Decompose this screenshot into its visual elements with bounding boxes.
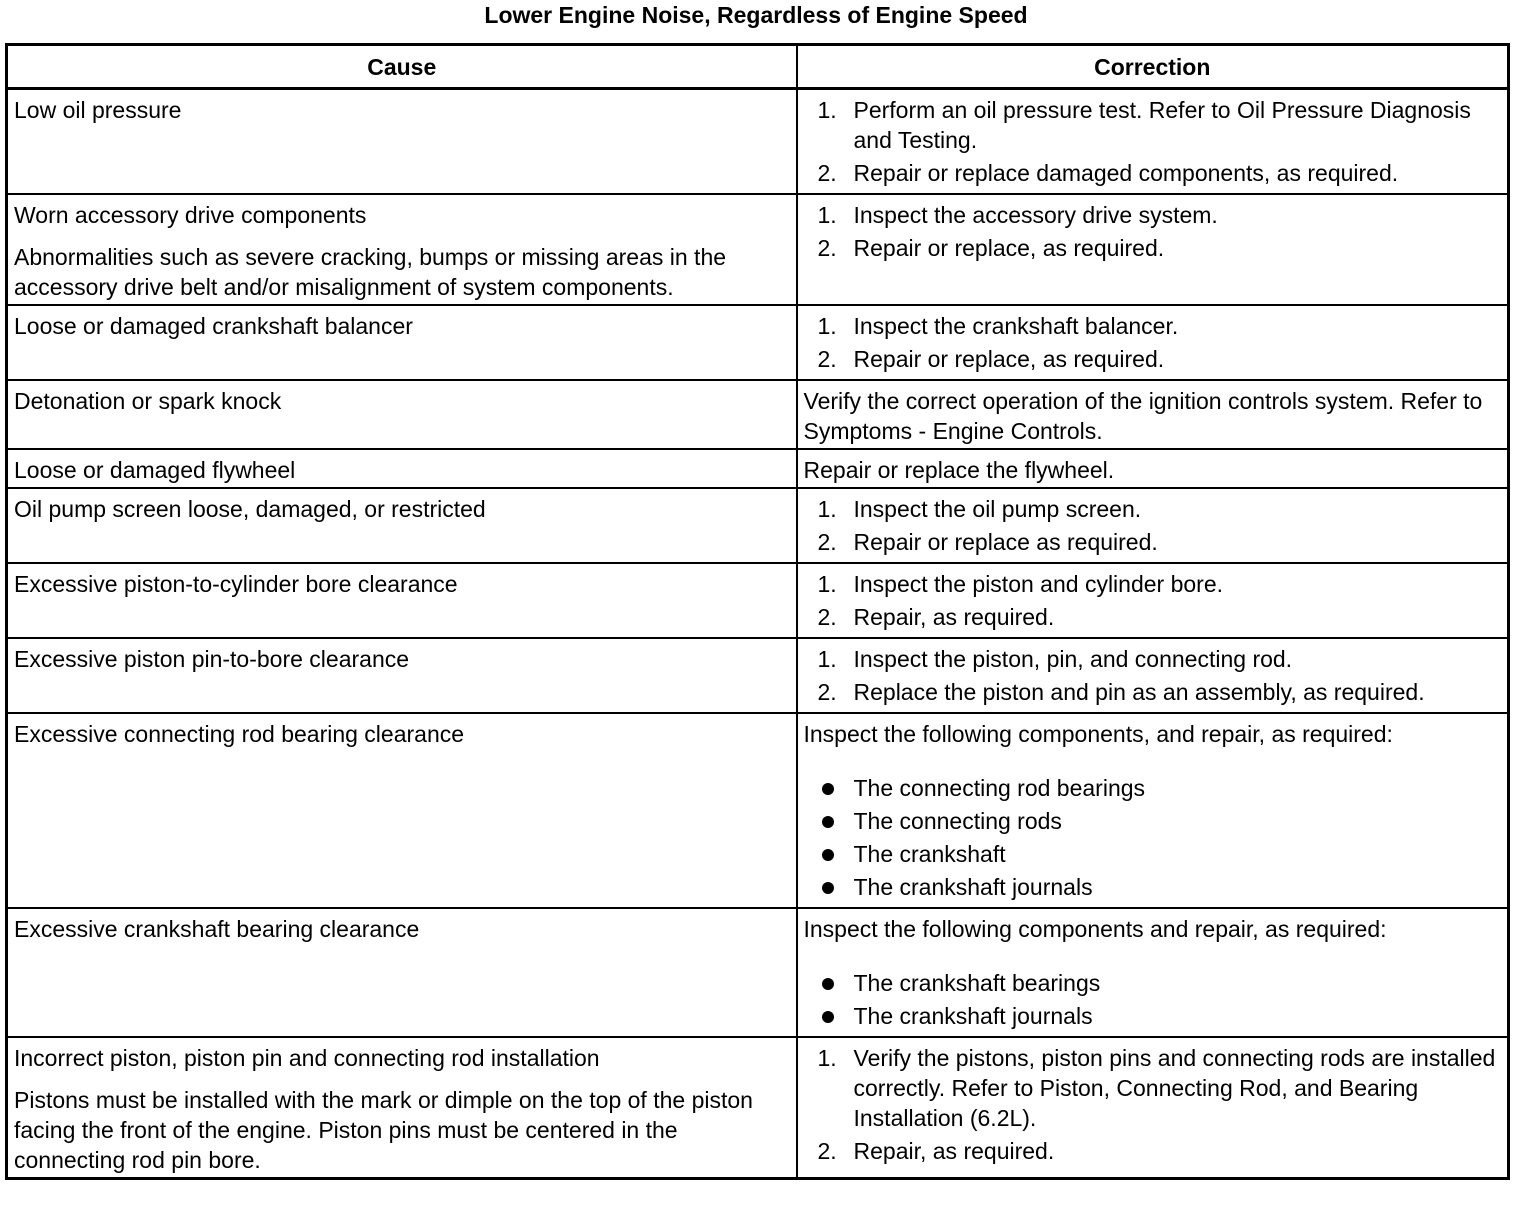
cause-text: Loose or damaged flywheel [14,457,296,483]
cause-cell [7,638,797,713]
correction-step [804,200,1502,230]
step-text: Replace the piston and pin as an assembly, as required. [853,679,1425,705]
bullet-dot-icon [822,816,834,828]
correction-cell [797,908,1509,1037]
cause-note: Abnormalities such as severe cracking, bumps or missing areas in the accessory drive belt and/or misalignment of system components. [14,244,727,300]
cause-text: Worn accessory drive components [14,202,367,228]
cause-cell [7,380,797,449]
cause-cell [7,713,797,908]
bullet-item [804,839,1502,869]
correction-cell [797,563,1509,638]
table-row [7,305,1509,380]
step-text: Inspect the accessory drive system. [853,202,1218,228]
cause-cell [7,1037,797,1179]
bullet-dot-icon [822,783,834,795]
step-text: Perform an oil pressure test. Refer to Oil Pressure Diagnosis and Testing. [853,97,1471,153]
bullet-text: The crankshaft [853,841,1006,867]
correction-cell [797,89,1509,195]
bullet-text: The crankshaft journals [853,1003,1093,1029]
correction-steps [804,200,1502,263]
correction-step [804,569,1502,599]
correction-bullets [804,773,1502,902]
bullet-text: The crankshaft journals [853,874,1093,900]
bullet-dot-icon [822,849,834,861]
correction-steps [804,569,1502,632]
cause-cell [7,488,797,563]
table-row [7,380,1509,449]
step-text: Verify the pistons, piston pins and connecting rods are installed correctly. Refer to Piston, Connecting Rod, and Bearing Installation (6.2L). [853,1045,1496,1131]
correction-step [804,677,1502,707]
step-number: 1. [817,202,837,228]
correction-step [804,311,1502,341]
bullet-item [804,806,1502,836]
cause-text: Excessive crankshaft bearing clearance [14,916,420,942]
correction-step [804,644,1502,674]
table-row [7,449,1509,488]
correction-cell [797,305,1509,380]
bullet-item [804,1001,1502,1031]
cause-cell [7,449,797,488]
correction-text: Inspect the following components and repair, as required: [803,916,1387,942]
cause-text: Incorrect piston, piston pin and connecting rod installation [14,1045,600,1071]
table-row [7,1037,1509,1179]
table-row [7,563,1509,638]
correction-cell [797,1037,1509,1179]
step-number: 2. [817,529,837,555]
correction-steps [804,494,1502,557]
bullet-item [804,773,1502,803]
step-text: Inspect the piston, pin, and connecting rod. [853,646,1293,672]
correction-text: Verify the correct operation of the ignition controls system. Refer to Symptoms - Engine Controls. [803,388,1483,444]
correction-cell [797,713,1509,908]
cause-cell [7,194,797,305]
correction-step [804,1043,1502,1133]
correction-cell [797,449,1509,488]
bullet-dot-icon [822,978,834,990]
step-number: 2. [817,1138,837,1164]
cause-text: Excessive piston pin-to-bore clearance [14,646,410,672]
header-correction: Correction [797,45,1509,89]
step-text: Inspect the piston and cylinder bore. [853,571,1224,597]
cause-text: Low oil pressure [14,97,182,123]
correction-cell [797,194,1509,305]
correction-text: Inspect the following components, and repair, as required: [803,721,1393,747]
step-number: 2. [817,160,837,186]
correction-text: Repair or replace the flywheel. [803,457,1115,483]
step-text: Repair or replace, as required. [853,346,1165,372]
page-title: Lower Engine Noise, Regardless of Engine Speed [484,2,1028,28]
step-number: 1. [817,97,837,123]
cause-text: Oil pump screen loose, damaged, or restricted [14,496,486,522]
step-text: Repair or replace damaged components, as required. [853,160,1399,186]
correction-steps [804,311,1502,374]
step-number: 1. [817,646,837,672]
step-text: Repair or replace as required. [853,529,1158,555]
step-number: 2. [817,346,837,372]
bullet-text: The connecting rods [853,808,1062,834]
header-row [7,45,1509,89]
step-number: 1. [817,1045,837,1071]
bullet-text: The connecting rod bearings [853,775,1146,801]
correction-cell [797,380,1509,449]
bullet-dot-icon [822,882,834,894]
table-row [7,908,1509,1037]
step-number: 2. [817,235,837,261]
correction-step [804,494,1502,524]
step-number: 2. [817,604,837,630]
cause-text: Detonation or spark knock [14,388,282,414]
correction-step [804,1136,1502,1166]
bullet-item [804,968,1502,998]
table-row [7,194,1509,305]
step-text: Repair, as required. [853,1138,1055,1164]
correction-step [804,95,1502,155]
diagnosis-table [5,43,1510,1180]
correction-step [804,602,1502,632]
correction-bullets [804,968,1502,1031]
correction-steps [804,95,1502,188]
step-number: 1. [817,313,837,339]
cause-cell [7,89,797,195]
bullet-text: The crankshaft bearings [853,970,1101,996]
cause-note: Pistons must be installed with the mark or dimple on the top of the piston facing the front of the engine. Piston pins must be centered in the connecting rod pin bore. [14,1087,753,1173]
correction-steps [804,1043,1502,1166]
correction-steps [804,644,1502,707]
step-number: 1. [817,571,837,597]
table-row [7,638,1509,713]
cause-text: Excessive connecting rod bearing clearance [14,721,465,747]
cause-text: Excessive piston-to-cylinder bore clearance [14,571,458,597]
cause-cell [7,305,797,380]
correction-step [804,233,1502,263]
correction-step [804,344,1502,374]
correction-step [804,527,1502,557]
step-text: Inspect the oil pump screen. [853,496,1142,522]
table-row [7,488,1509,563]
step-number: 1. [817,496,837,522]
correction-step [804,158,1502,188]
correction-cell [797,638,1509,713]
step-text: Repair, as required. [853,604,1055,630]
step-text: Repair or replace, as required. [853,235,1165,261]
bullet-dot-icon [822,1011,834,1023]
table-row [7,89,1509,195]
step-text: Inspect the crankshaft balancer. [853,313,1179,339]
header-cause: Cause [7,45,797,89]
bullet-item [804,872,1502,902]
correction-cell [797,488,1509,563]
table-row [7,713,1509,908]
step-number: 2. [817,679,837,705]
cause-cell [7,563,797,638]
cause-cell [7,908,797,1037]
cause-text: Loose or damaged crankshaft balancer [14,313,413,339]
